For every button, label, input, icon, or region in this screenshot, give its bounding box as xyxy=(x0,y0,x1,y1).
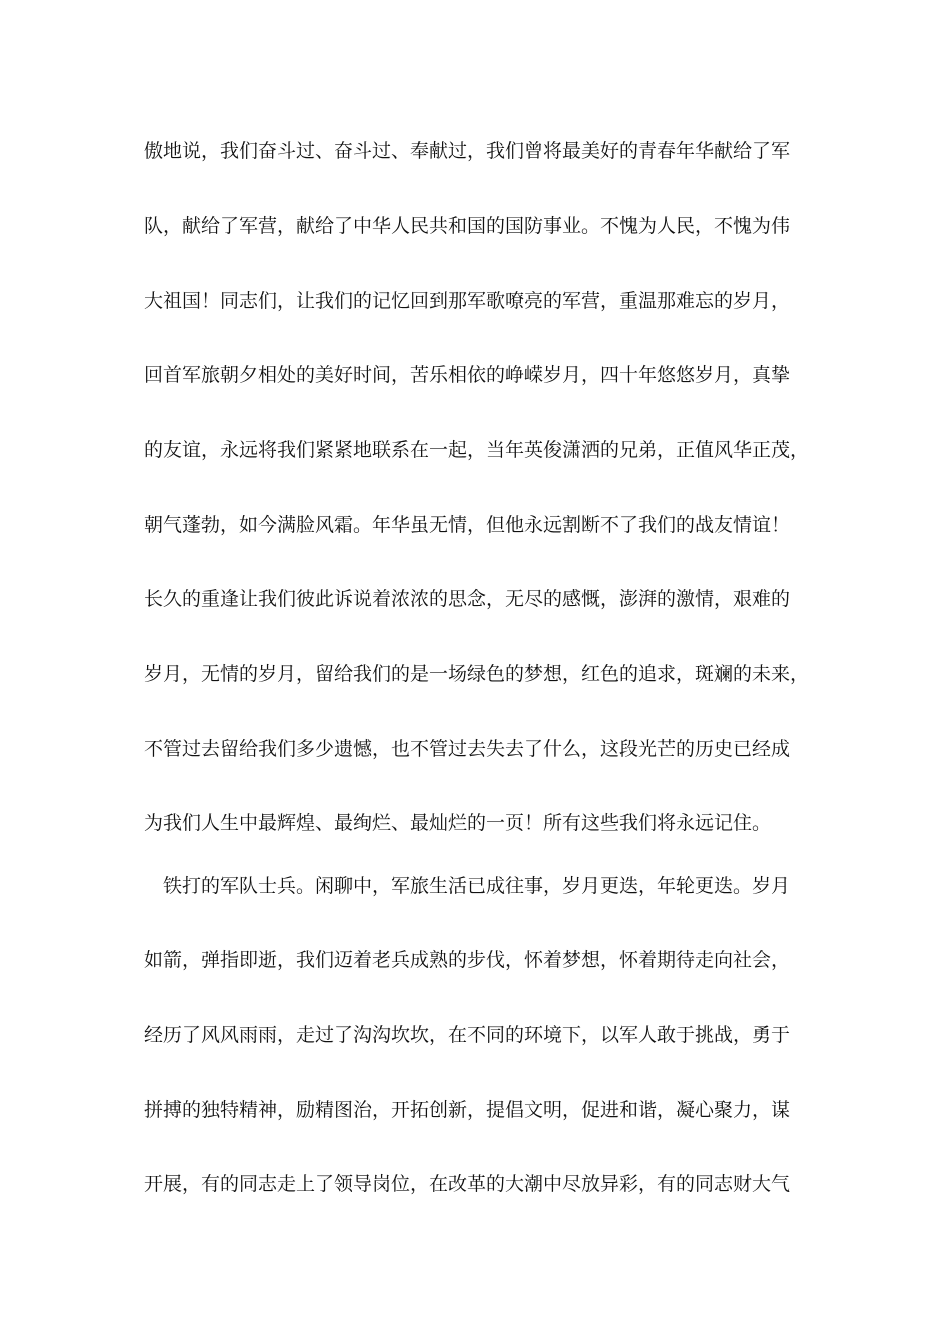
text-line: 岁月，无情的岁月，留给我们的是一场绿色的梦想，红色的追求，斑斓的未来， xyxy=(144,663,810,685)
text-line: 拼搏的独特精神，励精图治，开拓创新，提倡文明，促进和谐，凝心聚力，谋 xyxy=(144,1099,791,1121)
text-line: 的友谊，永远将我们紧紧地联系在一起，当年英俊潇洒的兄弟，正值风华正茂， xyxy=(144,439,810,461)
text-line: 回首军旅朝夕相处的美好时间，苦乐相依的峥嵘岁月，四十年悠悠岁月，真挚 xyxy=(144,364,791,386)
text-line: 经历了风风雨雨，走过了沟沟坎坎，在不同的环境下，以军人敢于挑战，勇于 xyxy=(144,1024,791,1046)
text-line: 朝气蓬勃，如今满脸风霜。年华虽无情，但他永远割断不了我们的战友情谊！ xyxy=(144,514,791,536)
text-line: 不管过去留给我们多少遗憾，也不管过去失去了什么，这段光芒的历史已经成 xyxy=(144,738,791,760)
text-line: 为我们人生中最辉煌、最绚烂、最灿烂的一页！所有这些我们将永远记住。 xyxy=(144,812,772,834)
text-line: 大祖国！同志们，让我们的记忆回到那军歌嘹亮的军营，重温那难忘的岁月， xyxy=(144,290,791,312)
text-line: 开展，有的同志走上了领导岗位，在改革的大潮中尽放异彩，有的同志财大气 xyxy=(144,1173,791,1195)
text-line: 如箭，弹指即逝，我们迈着老兵成熟的步伐，怀着梦想，怀着期待走向社会， xyxy=(144,949,791,971)
paragraph-first-line: 铁打的军队士兵。闲聊中，军旅生活已成往事，岁月更迭，年轮更迭。岁月 xyxy=(144,875,791,897)
text-line: 长久的重逢让我们彼此诉说着浓浓的思念，无尽的感慨，澎湃的激情，艰难的 xyxy=(144,588,791,610)
text-line: 傲地说，我们奋斗过、奋斗过、奉献过，我们曾将最美好的青春年华献给了军 xyxy=(144,140,791,162)
text-line: 队，献给了军营，献给了中华人民共和国的国防事业。不愧为人民，不愧为伟 xyxy=(144,215,791,237)
